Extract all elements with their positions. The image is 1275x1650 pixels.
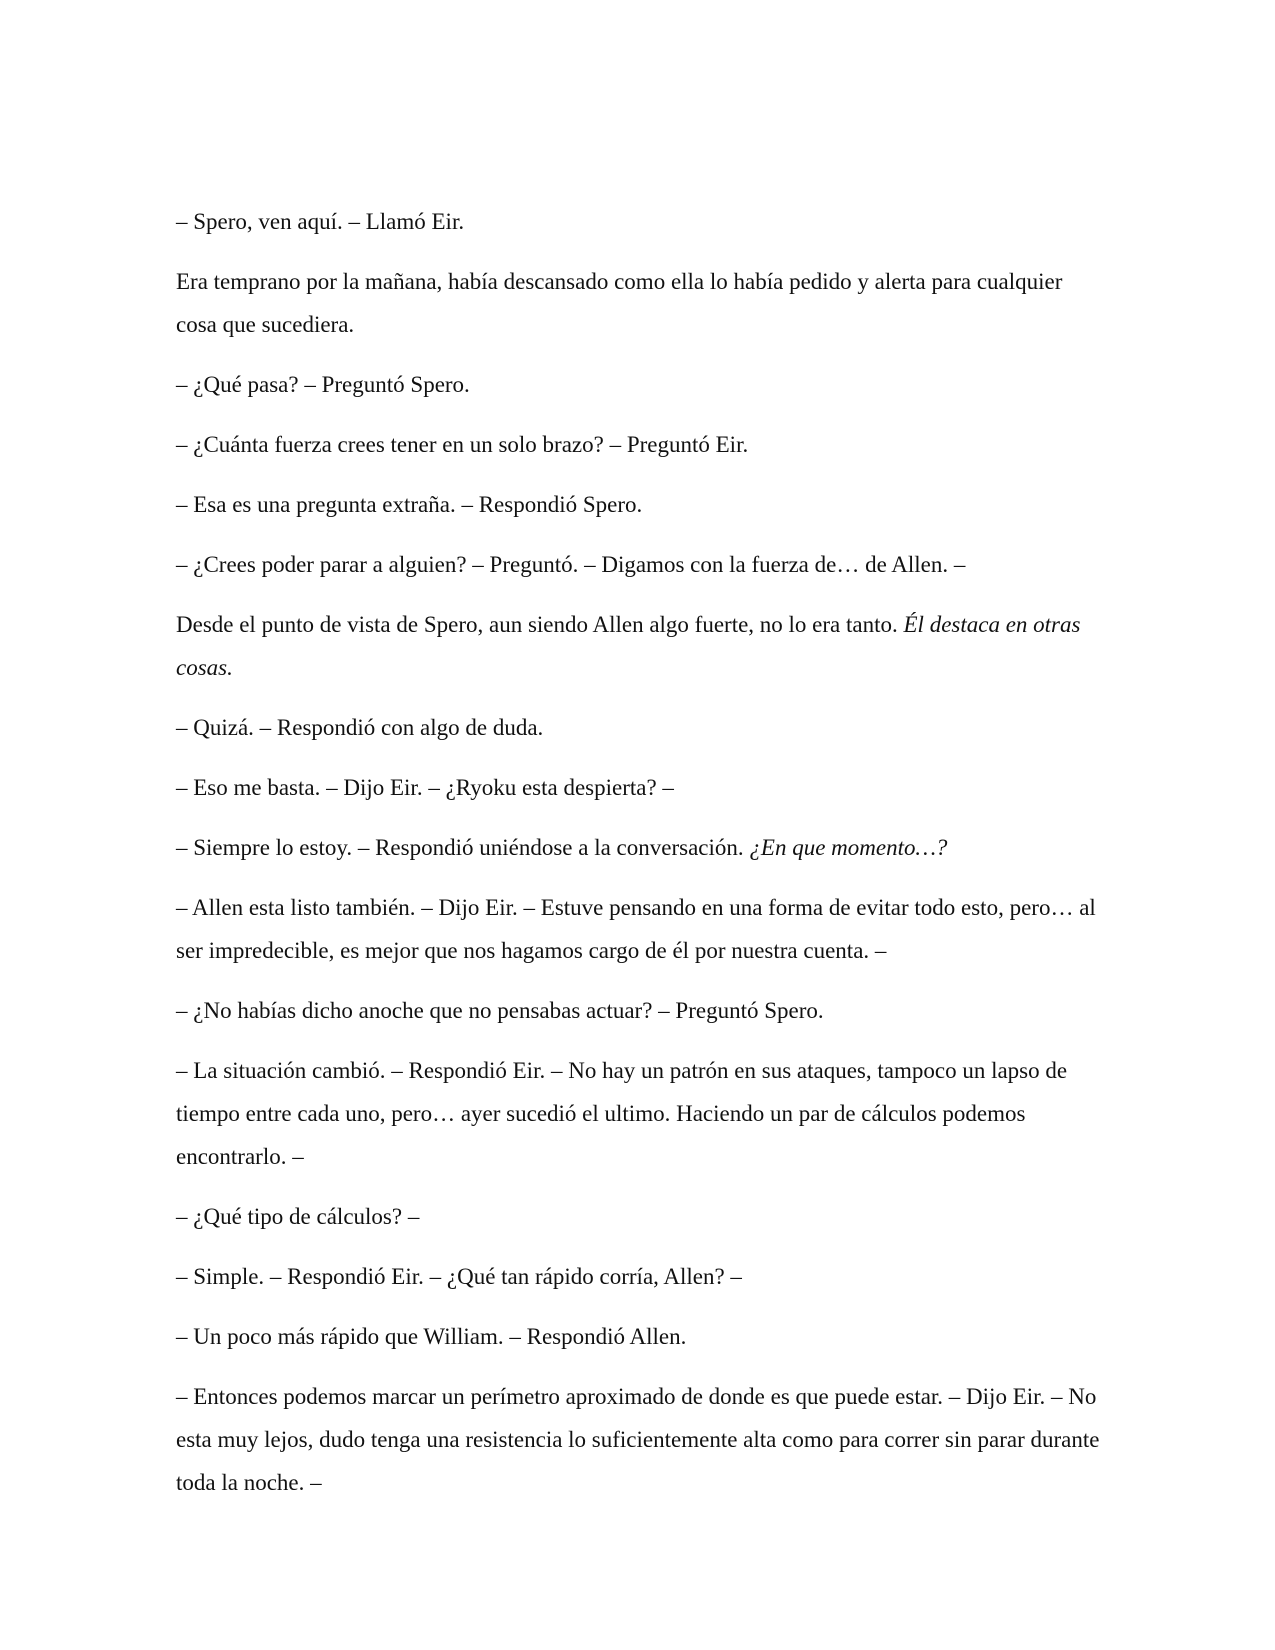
paragraph [176,1195,1101,1238]
paragraph [176,1255,1101,1298]
paragraph-text: – Un poco más rápido que William. – Respondió Allen. [176,1324,687,1349]
paragraph [176,543,1101,586]
paragraph-text: Era temprano por la mañana, había descansado como ella lo había pedido y alerta para cualquier cosa que sucediera. [176,269,1063,337]
paragraph-text: – Quizá. – Respondió con algo de duda. [176,715,544,740]
paragraph [176,200,1101,243]
paragraph-text: – Allen esta listo también. – Dijo Eir. – Estuve pensando en una forma de evitar todo esto, pero… al ser impredecible, es mejor que nos hagamos cargo de él por nuestra cuenta. – [176,895,1096,963]
paragraph [176,706,1101,749]
paragraph-text: Desde el punto de vista de Spero, aun siendo Allen algo fuerte, no lo era tanto. [176,612,904,637]
paragraph-text: – Esa es una pregunta extraña. – Respondió Spero. [176,492,643,517]
paragraph-text: – ¿No habías dicho anoche que no pensabas actuar? – Preguntó Spero. [176,998,824,1023]
italic-thought-text: Él destaca en otras cosas. [176,612,1081,680]
paragraph-text: – Entonces podemos marcar un perímetro aproximado de donde es que puede estar. – Dijo Eir. – No esta muy lejos, dudo tenga una resistencia lo suficientemente alta como para correr sin parar durante toda la noche. – [176,1384,1100,1495]
paragraph-text: – ¿Cuánta fuerza crees tener en un solo brazo? – Preguntó Eir. [176,432,749,457]
paragraph [176,603,1101,689]
paragraph-text: – Eso me basta. – Dijo Eir. – ¿Ryoku esta despierta? – [176,775,674,800]
paragraph [176,483,1101,526]
paragraph-text: – Simple. – Respondió Eir. – ¿Qué tan rápido corría, Allen? – [176,1264,742,1289]
paragraph [176,1049,1101,1178]
paragraph [176,766,1101,809]
paragraph [176,260,1101,346]
paragraph [176,363,1101,406]
paragraph [176,886,1101,972]
paragraph-text: – La situación cambió. – Respondió Eir. – No hay un patrón en sus ataques, tampoco un lapso de tiempo entre cada uno, pero… ayer sucedió el ultimo. Haciendo un par de cálculos podemos encontrarlo. – [176,1058,1068,1169]
paragraph [176,1375,1101,1504]
paragraph-text: – ¿Crees poder parar a alguien? – Preguntó. – Digamos con la fuerza de… de Allen. – [176,552,966,577]
paragraph-text: – ¿Qué tipo de cálculos? – [176,1204,420,1229]
paragraph [176,1315,1101,1358]
paragraph-text: – Spero, ven aquí. – Llamó Eir. [176,209,465,234]
paragraph [176,989,1101,1032]
document-body [176,200,1101,1521]
paragraph-text: – ¿Qué pasa? – Preguntó Spero. [176,372,470,397]
paragraph [176,423,1101,466]
italic-thought-text: ¿En que momento…? [749,835,948,860]
paragraph-text: – Siempre lo estoy. – Respondió uniéndose a la conversación. [176,835,750,860]
paragraph [176,826,1101,869]
